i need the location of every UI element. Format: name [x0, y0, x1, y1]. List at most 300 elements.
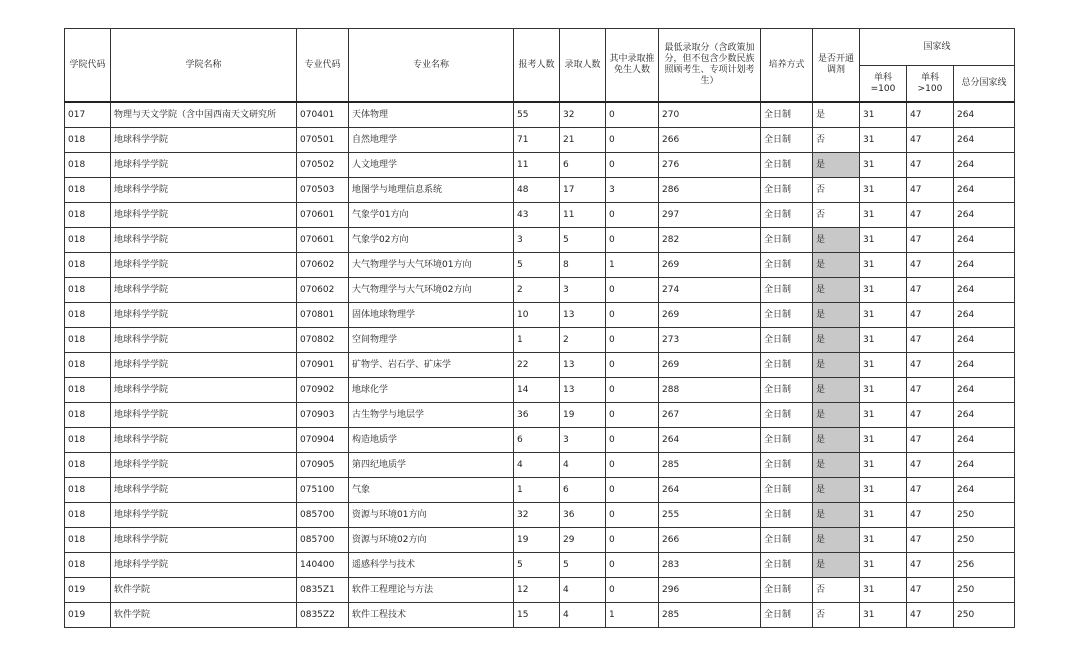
cell-major-code: 140400 [297, 553, 349, 578]
cell-college-name: 地球科学学院 [111, 253, 297, 278]
cell-single-gt100: 47 [907, 102, 954, 128]
cell-major-name: 天体物理 [349, 102, 514, 128]
cell-applicants: 71 [514, 128, 560, 153]
cell-adjust: 是 [813, 153, 860, 178]
cell-college-name: 地球科学学院 [111, 328, 297, 353]
cell-applicants: 10 [514, 303, 560, 328]
cell-single-gt100: 47 [907, 603, 954, 628]
cell-applicants: 1 [514, 328, 560, 353]
cell-adjust: 是 [813, 378, 860, 403]
cell-adjust: 是 [813, 478, 860, 503]
cell-exempt: 0 [606, 353, 659, 378]
cell-study-mode: 全日制 [761, 403, 813, 428]
cell-single-gt100: 47 [907, 203, 954, 228]
cell-applicants: 12 [514, 578, 560, 603]
cell-total-line: 250 [954, 603, 1015, 628]
cell-college-name: 地球科学学院 [111, 303, 297, 328]
cell-admitted: 11 [560, 203, 606, 228]
table-row [65, 578, 1015, 603]
cell-single-100: 31 [860, 603, 907, 628]
table-row [65, 153, 1015, 178]
cell-major-code: 070902 [297, 378, 349, 403]
cell-college-code: 018 [65, 153, 111, 178]
cell-min-score: 269 [659, 353, 761, 378]
cell-admitted: 32 [560, 102, 606, 128]
cell-single-100: 31 [860, 353, 907, 378]
cell-total-line: 250 [954, 578, 1015, 603]
cell-applicants: 22 [514, 353, 560, 378]
cell-applicants: 5 [514, 553, 560, 578]
cell-exempt: 1 [606, 603, 659, 628]
cell-major-name: 气象 [349, 478, 514, 503]
cell-applicants: 19 [514, 528, 560, 553]
cell-min-score: 283 [659, 553, 761, 578]
table-row [65, 428, 1015, 453]
cell-single-100: 31 [860, 128, 907, 153]
cell-single-100: 31 [860, 278, 907, 303]
cell-admitted: 21 [560, 128, 606, 153]
cell-applicants: 6 [514, 428, 560, 453]
cell-admitted: 13 [560, 303, 606, 328]
cell-major-code: 070501 [297, 128, 349, 153]
cell-adjust: 是 [813, 428, 860, 453]
cell-college-name: 地球科学学院 [111, 278, 297, 303]
cell-college-name: 地球科学学院 [111, 478, 297, 503]
cell-admitted: 17 [560, 178, 606, 203]
cell-admitted: 4 [560, 578, 606, 603]
cell-single-gt100: 47 [907, 553, 954, 578]
cell-single-gt100: 47 [907, 478, 954, 503]
cell-applicants: 43 [514, 203, 560, 228]
cell-major-name: 遥感科学与技术 [349, 553, 514, 578]
cell-total-line: 264 [954, 228, 1015, 253]
cell-college-code: 018 [65, 278, 111, 303]
cell-total-line: 264 [954, 378, 1015, 403]
cell-study-mode: 全日制 [761, 128, 813, 153]
cell-single-gt100: 47 [907, 503, 954, 528]
cell-single-100: 31 [860, 228, 907, 253]
cell-min-score: 286 [659, 178, 761, 203]
cell-study-mode: 全日制 [761, 428, 813, 453]
cell-college-code: 018 [65, 453, 111, 478]
header-study-mode: 培养方式 [761, 29, 813, 103]
table-row [65, 453, 1015, 478]
cell-single-gt100: 47 [907, 153, 954, 178]
cell-exempt: 0 [606, 378, 659, 403]
cell-min-score: 266 [659, 128, 761, 153]
cell-major-code: 070602 [297, 253, 349, 278]
table-row [65, 553, 1015, 578]
cell-study-mode: 全日制 [761, 578, 813, 603]
table-row [65, 178, 1015, 203]
cell-single-100: 31 [860, 102, 907, 128]
cell-major-name: 构造地质学 [349, 428, 514, 453]
header-national-line: 国家线 [860, 29, 1015, 66]
cell-min-score: 297 [659, 203, 761, 228]
cell-single-100: 31 [860, 203, 907, 228]
cell-major-name: 固体地球物理学 [349, 303, 514, 328]
cell-adjust: 是 [813, 528, 860, 553]
cell-major-name: 气象学01方向 [349, 203, 514, 228]
cell-college-name: 地球科学学院 [111, 353, 297, 378]
cell-admitted: 6 [560, 478, 606, 503]
table-row [65, 353, 1015, 378]
cell-applicants: 48 [514, 178, 560, 203]
table-row [65, 328, 1015, 353]
cell-major-code: 070602 [297, 278, 349, 303]
cell-college-name: 物理与天文学院（含中国西南天文研究所 [111, 102, 297, 128]
cell-adjust: 否 [813, 203, 860, 228]
cell-college-code: 019 [65, 578, 111, 603]
cell-study-mode: 全日制 [761, 303, 813, 328]
cell-single-100: 31 [860, 328, 907, 353]
cell-min-score: 267 [659, 403, 761, 428]
cell-major-name: 第四纪地质学 [349, 453, 514, 478]
cell-exempt: 0 [606, 453, 659, 478]
cell-exempt: 0 [606, 102, 659, 128]
cell-major-name: 矿物学、岩石学、矿床学 [349, 353, 514, 378]
cell-total-line: 264 [954, 453, 1015, 478]
cell-college-name: 软件学院 [111, 603, 297, 628]
cell-admitted: 19 [560, 403, 606, 428]
cell-total-line: 264 [954, 178, 1015, 203]
cell-exempt: 0 [606, 153, 659, 178]
cell-college-name: 地球科学学院 [111, 403, 297, 428]
cell-major-name: 古生物学与地层学 [349, 403, 514, 428]
cell-major-name: 自然地理学 [349, 128, 514, 153]
cell-major-name: 气象学02方向 [349, 228, 514, 253]
cell-applicants: 3 [514, 228, 560, 253]
cell-college-name: 地球科学学院 [111, 503, 297, 528]
admission-table-sheet [64, 28, 1014, 628]
cell-exempt: 0 [606, 503, 659, 528]
cell-single-100: 31 [860, 153, 907, 178]
cell-college-name: 地球科学学院 [111, 228, 297, 253]
cell-adjust: 是 [813, 403, 860, 428]
admission-table [64, 28, 1015, 628]
cell-total-line: 264 [954, 153, 1015, 178]
cell-major-code: 070503 [297, 178, 349, 203]
cell-single-100: 31 [860, 428, 907, 453]
cell-single-gt100: 47 [907, 428, 954, 453]
cell-single-100: 31 [860, 503, 907, 528]
cell-major-name: 空间物理学 [349, 328, 514, 353]
cell-total-line: 264 [954, 428, 1015, 453]
header-admitted: 录取人数 [560, 29, 606, 103]
cell-exempt: 3 [606, 178, 659, 203]
cell-exempt: 0 [606, 428, 659, 453]
cell-total-line: 250 [954, 503, 1015, 528]
cell-adjust: 是 [813, 253, 860, 278]
cell-min-score: 282 [659, 228, 761, 253]
cell-major-code: 070601 [297, 203, 349, 228]
cell-single-gt100: 47 [907, 228, 954, 253]
cell-major-code: 070904 [297, 428, 349, 453]
cell-single-gt100: 47 [907, 328, 954, 353]
cell-admitted: 8 [560, 253, 606, 278]
cell-min-score: 255 [659, 503, 761, 528]
cell-applicants: 1 [514, 478, 560, 503]
cell-adjust: 是 [813, 503, 860, 528]
cell-major-code: 070601 [297, 228, 349, 253]
cell-single-gt100: 47 [907, 253, 954, 278]
cell-single-gt100: 47 [907, 453, 954, 478]
cell-admitted: 4 [560, 603, 606, 628]
cell-major-name: 软件工程技术 [349, 603, 514, 628]
cell-single-100: 31 [860, 478, 907, 503]
cell-single-gt100: 47 [907, 128, 954, 153]
cell-major-name: 资源与环境02方向 [349, 528, 514, 553]
table-header [65, 29, 1015, 103]
cell-college-code: 018 [65, 478, 111, 503]
cell-college-code: 018 [65, 128, 111, 153]
cell-single-100: 31 [860, 303, 907, 328]
cell-study-mode: 全日制 [761, 153, 813, 178]
cell-college-code: 018 [65, 503, 111, 528]
cell-total-line: 264 [954, 278, 1015, 303]
cell-single-gt100: 47 [907, 178, 954, 203]
table-row [65, 228, 1015, 253]
cell-admitted: 2 [560, 328, 606, 353]
cell-total-line: 264 [954, 253, 1015, 278]
cell-applicants: 15 [514, 603, 560, 628]
header-single-gt100: 单科>100 [907, 66, 954, 103]
cell-study-mode: 全日制 [761, 553, 813, 578]
cell-college-name: 软件学院 [111, 578, 297, 603]
cell-min-score: 269 [659, 303, 761, 328]
table-row [65, 403, 1015, 428]
cell-adjust: 是 [813, 553, 860, 578]
cell-adjust: 否 [813, 578, 860, 603]
cell-adjust: 否 [813, 128, 860, 153]
cell-applicants: 5 [514, 253, 560, 278]
cell-college-code: 019 [65, 603, 111, 628]
cell-study-mode: 全日制 [761, 528, 813, 553]
cell-major-name: 大气物理学与大气环境01方向 [349, 253, 514, 278]
cell-admitted: 5 [560, 228, 606, 253]
cell-total-line: 264 [954, 203, 1015, 228]
cell-adjust: 是 [813, 453, 860, 478]
cell-min-score: 269 [659, 253, 761, 278]
cell-applicants: 32 [514, 503, 560, 528]
header-college-code: 学院代码 [65, 29, 111, 103]
cell-college-code: 018 [65, 428, 111, 453]
cell-min-score: 264 [659, 428, 761, 453]
cell-study-mode: 全日制 [761, 478, 813, 503]
header-major-code: 专业代码 [297, 29, 349, 103]
header-applicants: 报考人数 [514, 29, 560, 103]
table-row [65, 203, 1015, 228]
cell-study-mode: 全日制 [761, 203, 813, 228]
cell-admitted: 3 [560, 278, 606, 303]
cell-college-name: 地球科学学院 [111, 203, 297, 228]
cell-single-100: 31 [860, 553, 907, 578]
cell-college-code: 018 [65, 228, 111, 253]
cell-applicants: 2 [514, 278, 560, 303]
cell-college-code: 018 [65, 253, 111, 278]
cell-study-mode: 全日制 [761, 353, 813, 378]
cell-study-mode: 全日制 [761, 328, 813, 353]
cell-study-mode: 全日制 [761, 278, 813, 303]
cell-applicants: 14 [514, 378, 560, 403]
cell-single-100: 31 [860, 403, 907, 428]
header-total-line: 总分国家线 [954, 66, 1015, 103]
cell-min-score: 288 [659, 378, 761, 403]
cell-college-name: 地球科学学院 [111, 128, 297, 153]
cell-study-mode: 全日制 [761, 378, 813, 403]
cell-total-line: 264 [954, 478, 1015, 503]
cell-study-mode: 全日制 [761, 228, 813, 253]
table-row [65, 378, 1015, 403]
cell-major-name: 软件工程理论与方法 [349, 578, 514, 603]
cell-adjust: 是 [813, 228, 860, 253]
header-exempt: 其中录取推免生人数 [606, 29, 659, 103]
table-row [65, 503, 1015, 528]
cell-admitted: 5 [560, 553, 606, 578]
cell-single-gt100: 47 [907, 528, 954, 553]
table-row [65, 278, 1015, 303]
cell-major-name: 地球化学 [349, 378, 514, 403]
cell-adjust: 是 [813, 278, 860, 303]
cell-major-name: 人文地理学 [349, 153, 514, 178]
cell-min-score: 285 [659, 603, 761, 628]
cell-total-line: 264 [954, 128, 1015, 153]
cell-single-100: 31 [860, 378, 907, 403]
cell-major-code: 070801 [297, 303, 349, 328]
cell-study-mode: 全日制 [761, 102, 813, 128]
cell-major-code: 070901 [297, 353, 349, 378]
cell-exempt: 0 [606, 403, 659, 428]
table-row [65, 102, 1015, 128]
cell-major-name: 大气物理学与大气环境02方向 [349, 278, 514, 303]
cell-study-mode: 全日制 [761, 503, 813, 528]
table-row [65, 303, 1015, 328]
cell-major-code: 070802 [297, 328, 349, 353]
cell-major-code: 0835Z2 [297, 603, 349, 628]
cell-major-code: 070502 [297, 153, 349, 178]
cell-exempt: 0 [606, 578, 659, 603]
cell-admitted: 36 [560, 503, 606, 528]
cell-single-gt100: 47 [907, 403, 954, 428]
cell-adjust: 是 [813, 102, 860, 128]
cell-exempt: 1 [606, 253, 659, 278]
cell-study-mode: 全日制 [761, 253, 813, 278]
cell-admitted: 13 [560, 378, 606, 403]
cell-major-code: 085700 [297, 528, 349, 553]
cell-college-name: 地球科学学院 [111, 453, 297, 478]
cell-single-100: 31 [860, 578, 907, 603]
cell-single-gt100: 47 [907, 578, 954, 603]
header-major-name: 专业名称 [349, 29, 514, 103]
cell-single-gt100: 47 [907, 378, 954, 403]
cell-exempt: 0 [606, 528, 659, 553]
header-single-100: 单科=100 [860, 66, 907, 103]
cell-single-100: 31 [860, 178, 907, 203]
cell-applicants: 11 [514, 153, 560, 178]
cell-major-code: 070903 [297, 403, 349, 428]
cell-admitted: 4 [560, 453, 606, 478]
cell-min-score: 276 [659, 153, 761, 178]
cell-single-gt100: 47 [907, 303, 954, 328]
cell-exempt: 0 [606, 328, 659, 353]
cell-applicants: 4 [514, 453, 560, 478]
cell-major-name: 资源与环境01方向 [349, 503, 514, 528]
cell-exempt: 0 [606, 228, 659, 253]
cell-major-name: 地图学与地理信息系统 [349, 178, 514, 203]
cell-admitted: 6 [560, 153, 606, 178]
cell-single-100: 31 [860, 253, 907, 278]
cell-major-code: 070401 [297, 102, 349, 128]
cell-college-code: 017 [65, 102, 111, 128]
cell-total-line: 264 [954, 303, 1015, 328]
cell-exempt: 0 [606, 278, 659, 303]
cell-college-code: 018 [65, 178, 111, 203]
table-row [65, 478, 1015, 503]
cell-adjust: 是 [813, 353, 860, 378]
cell-college-code: 018 [65, 353, 111, 378]
cell-exempt: 0 [606, 128, 659, 153]
cell-college-code: 018 [65, 553, 111, 578]
cell-single-100: 31 [860, 528, 907, 553]
cell-min-score: 266 [659, 528, 761, 553]
cell-college-name: 地球科学学院 [111, 153, 297, 178]
cell-admitted: 29 [560, 528, 606, 553]
cell-total-line: 264 [954, 102, 1015, 128]
cell-adjust: 是 [813, 303, 860, 328]
cell-college-name: 地球科学学院 [111, 378, 297, 403]
header-min-score: 最低录取分（含政策加分，但不包含少数民族照顾考生、专项计划考生） [659, 29, 761, 103]
cell-adjust: 是 [813, 328, 860, 353]
cell-college-code: 018 [65, 403, 111, 428]
cell-major-code: 075100 [297, 478, 349, 503]
cell-exempt: 0 [606, 203, 659, 228]
cell-major-code: 085700 [297, 503, 349, 528]
cell-single-gt100: 47 [907, 278, 954, 303]
cell-study-mode: 全日制 [761, 603, 813, 628]
cell-college-code: 018 [65, 528, 111, 553]
cell-exempt: 0 [606, 553, 659, 578]
cell-admitted: 13 [560, 353, 606, 378]
cell-single-100: 31 [860, 453, 907, 478]
cell-major-code: 0835Z1 [297, 578, 349, 603]
cell-total-line: 264 [954, 403, 1015, 428]
cell-min-score: 296 [659, 578, 761, 603]
cell-min-score: 270 [659, 102, 761, 128]
header-college-name: 学院名称 [111, 29, 297, 103]
cell-major-code: 070905 [297, 453, 349, 478]
cell-applicants: 36 [514, 403, 560, 428]
cell-min-score: 264 [659, 478, 761, 503]
cell-study-mode: 全日制 [761, 453, 813, 478]
cell-college-code: 018 [65, 328, 111, 353]
cell-college-name: 地球科学学院 [111, 528, 297, 553]
table-row [65, 128, 1015, 153]
cell-study-mode: 全日制 [761, 178, 813, 203]
cell-college-name: 地球科学学院 [111, 178, 297, 203]
cell-applicants: 55 [514, 102, 560, 128]
cell-exempt: 0 [606, 303, 659, 328]
cell-single-gt100: 47 [907, 353, 954, 378]
cell-adjust: 否 [813, 178, 860, 203]
cell-college-name: 地球科学学院 [111, 428, 297, 453]
header-adjust: 是否开通调剂 [813, 29, 860, 103]
cell-college-code: 018 [65, 378, 111, 403]
cell-total-line: 250 [954, 528, 1015, 553]
cell-college-code: 018 [65, 203, 111, 228]
cell-total-line: 264 [954, 353, 1015, 378]
table-row [65, 528, 1015, 553]
table-row [65, 253, 1015, 278]
